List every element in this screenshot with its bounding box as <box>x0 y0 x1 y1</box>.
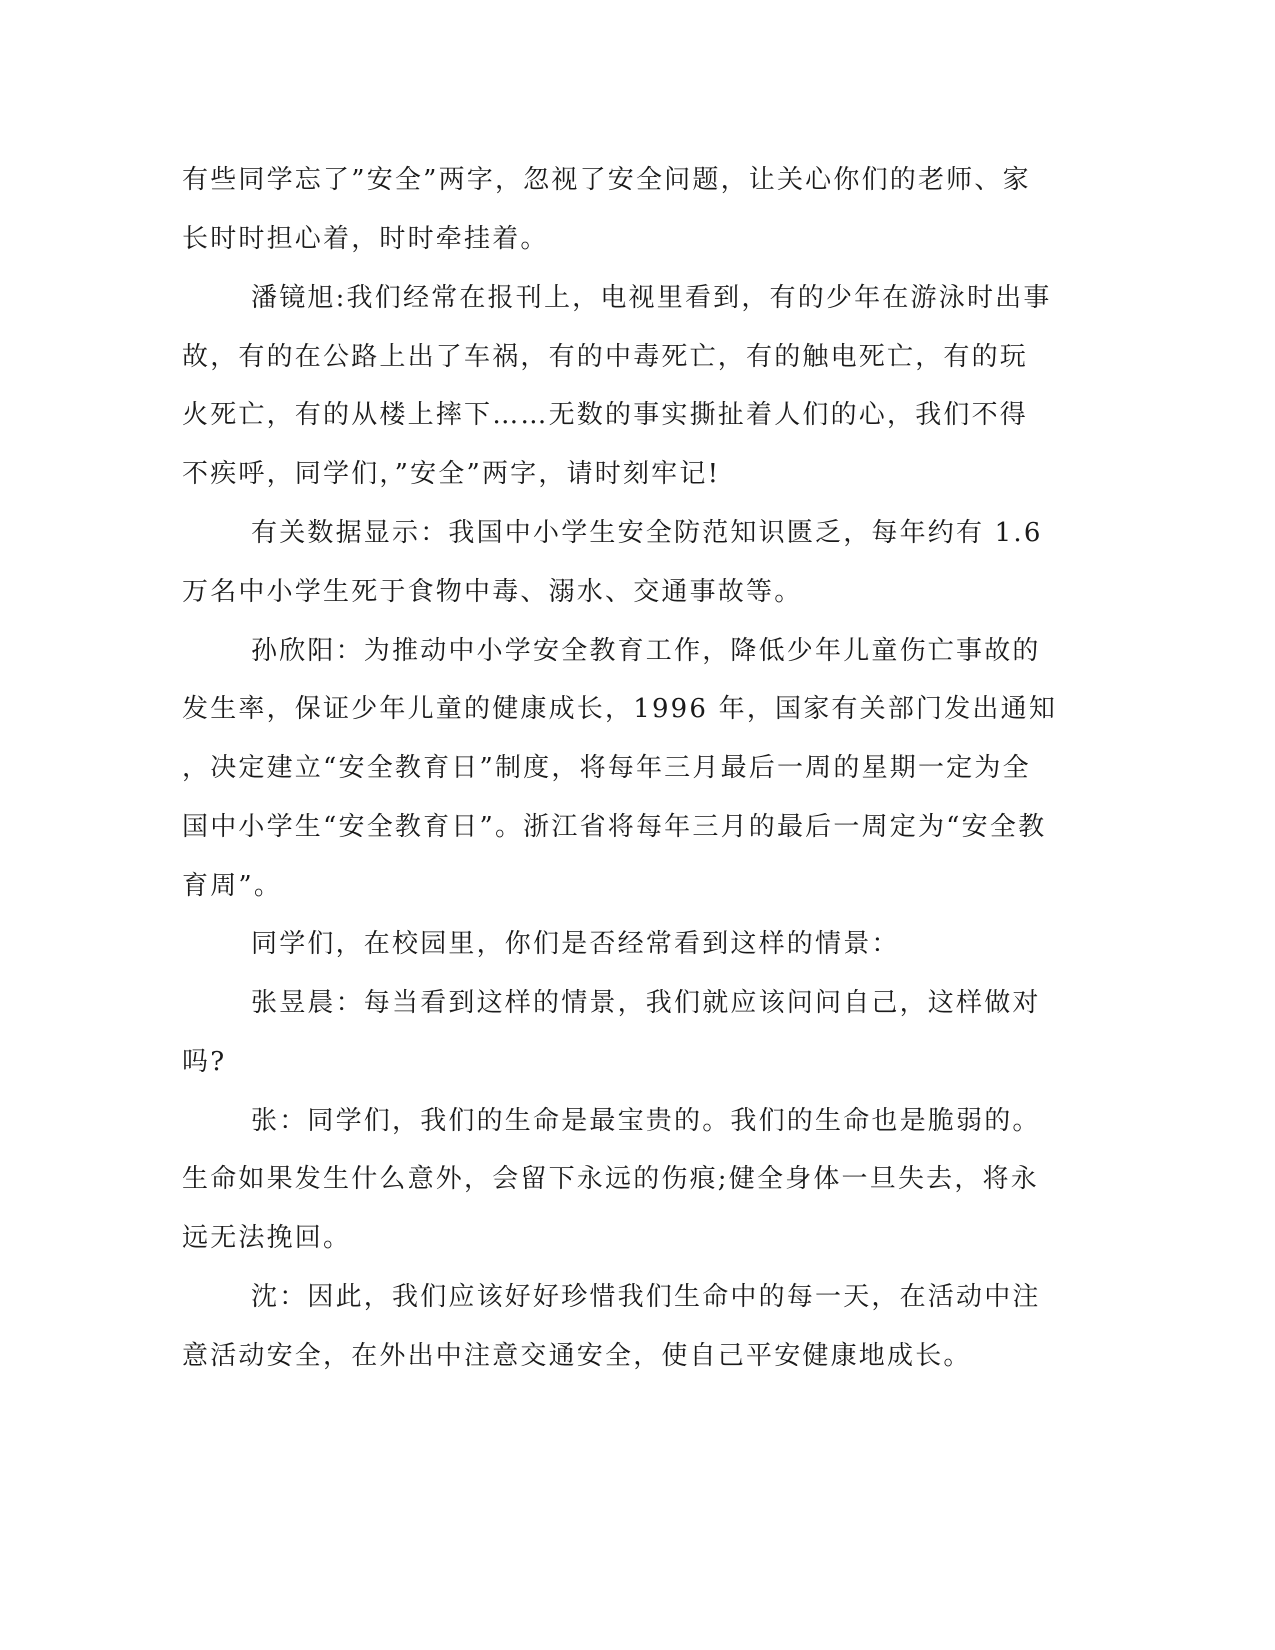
paragraph-first-line: 张昱晨：每当看到这样的情景，我们就应该问问自己，这样做对 <box>251 988 1041 1018</box>
text-line: 国中小学生“安全教育日”。浙江省将每年三月的最后一周定为“安全教 <box>182 812 1047 842</box>
text-line: 远无法挽回。 <box>182 1223 352 1253</box>
text-line: 不疾呼，同学们，”安全”两字，请时刻牢记! <box>182 459 721 489</box>
text-line: 生命如果发生什么意外，会留下永远的伤痕;健全身体一旦失去，将永 <box>182 1164 1039 1194</box>
text-line: 长时时担心着，时时牵挂着。 <box>182 224 549 254</box>
paragraph-first-line: 沈：因此，我们应该好好珍惜我们生命中的每一天，在活动中注 <box>251 1282 1041 1312</box>
text-line: 吗? <box>182 1047 227 1077</box>
text-line: 育周”。 <box>182 871 283 901</box>
text-line: 故，有的在公路上出了车祸，有的中毒死亡，有的触电死亡，有的玩 <box>182 342 1029 372</box>
text-line: 有些同学忘了”安全”两字，忽视了安全问题，让关心你们的老师、家 <box>182 165 1031 195</box>
paragraph-first-line: 有关数据显示：我国中小学生安全防范知识匮乏，每年约有 1.6 <box>251 518 1043 548</box>
text-line: 发生率，保证少年儿童的健康成长，1996 年，国家有关部门发出通知 <box>182 694 1058 724</box>
text-line: 意活动安全，在外出中注意交通安全，使自己平安健康地成长。 <box>182 1341 972 1371</box>
text-line: 火死亡，有的从楼上摔下……无数的事实撕扯着人们的心，我们不得 <box>182 400 1029 430</box>
text-line: 万名中小学生死于食物中毒、溺水、交通事故等。 <box>182 577 803 607</box>
text-line: ，决定建立“安全教育日”制度，将每年三月最后一周的星期一定为全 <box>182 753 1031 783</box>
paragraph-first-line: 张：同学们，我们的生命是最宝贵的。我们的生命也是脆弱的。 <box>251 1106 1041 1136</box>
paragraph-first-line: 孙欣阳：为推动中小学安全教育工作，降低少年儿童伤亡事故的 <box>251 636 1041 666</box>
paragraph-first-line: 潘镜旭:我们经常在报刊上，电视里看到，有的少年在游泳时出事 <box>251 283 1052 313</box>
paragraph-first-line: 同学们，在校园里，你们是否经常看到这样的情景： <box>251 929 900 959</box>
